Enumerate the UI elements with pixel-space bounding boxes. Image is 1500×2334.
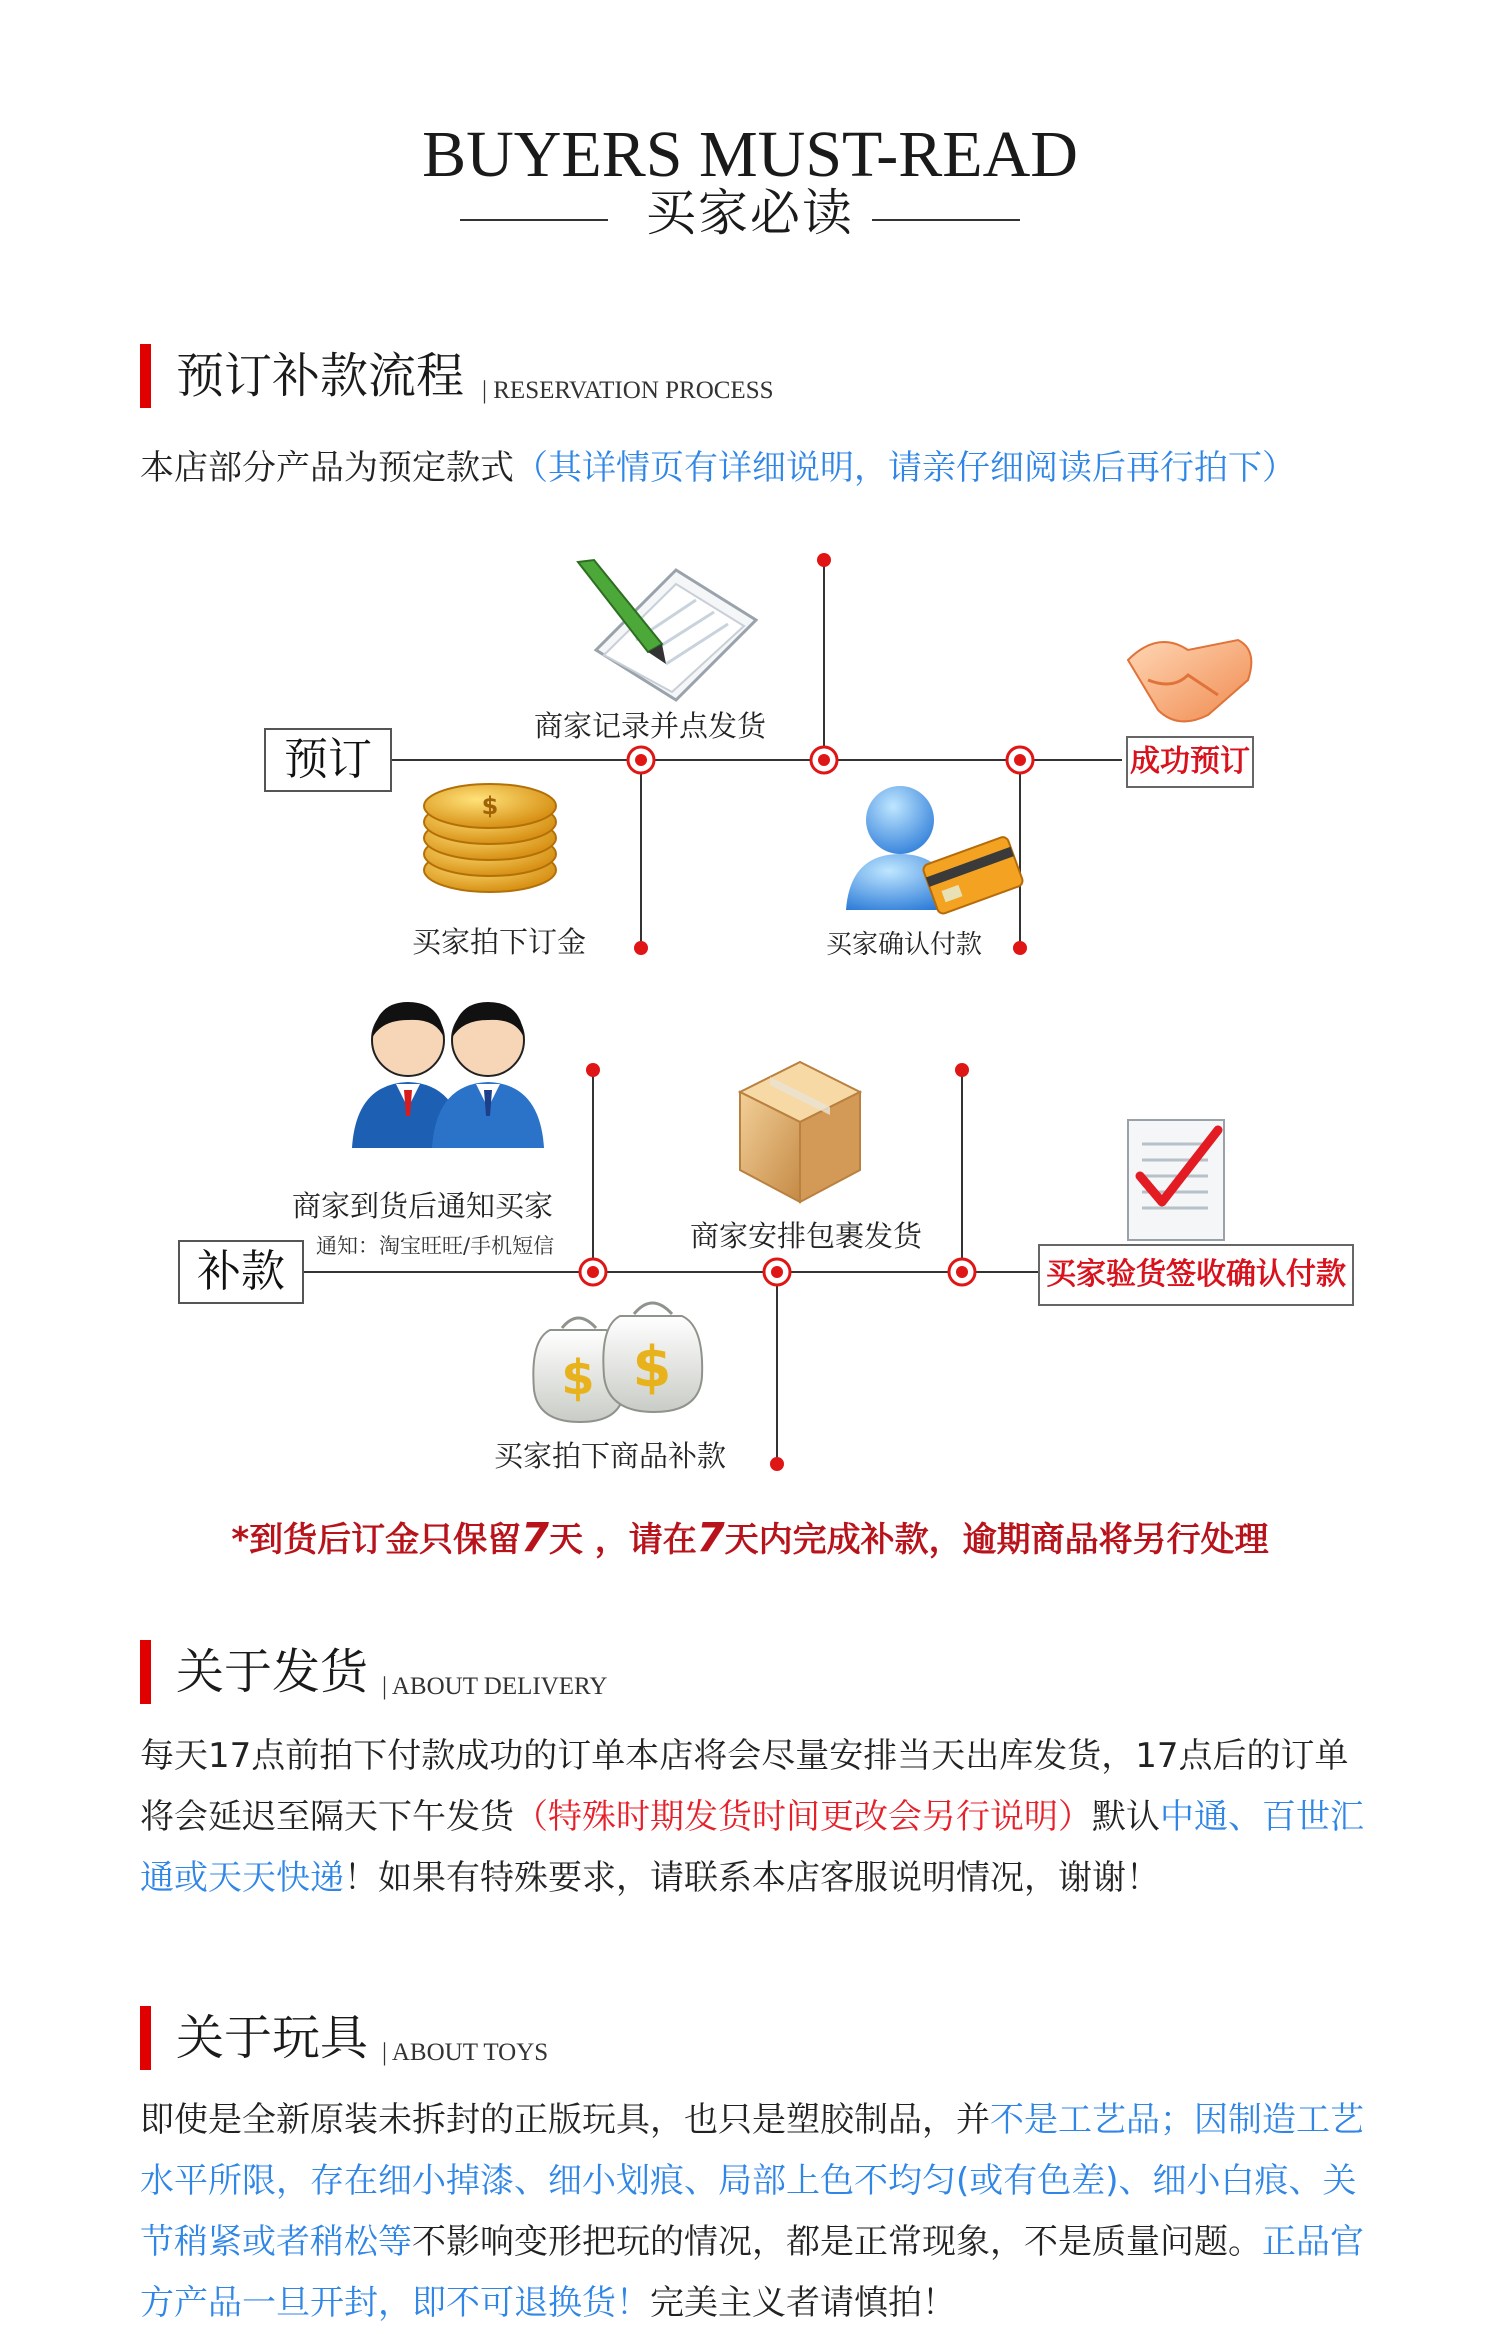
flow-end-confirm: 买家验货签收确认付款 (1038, 1244, 1354, 1306)
money-bags-icon (533, 1303, 702, 1422)
step-merchant-record: 商家记录并点发货 (534, 709, 767, 743)
delivery-text-1: 每天17点前拍下付款成功的订单本店将会尽量安排当天出库发货，17点后的订单将会延迟至隔天下午发货 (140, 1736, 1349, 1837)
toys-defects-note: 不是工艺品；因制造工艺水平所限，存在细小掉漆、细小划痕、局部上色不均匀(或有色差)、细小白痕、关节稍紧或者稍松等 (140, 2100, 1364, 2262)
step-buyer-balance: 买家拍下商品补款 (494, 1439, 727, 1473)
svg-text:$: $ (632, 1335, 672, 1400)
notice-text-3: 天内完成补款，逾期商品将另行处理 (724, 1520, 1269, 1560)
notebook-pen-icon (578, 560, 756, 700)
section-title-cn: 关于玩具 (176, 2010, 369, 2066)
section-title-en: | ABOUT TOYS (382, 2039, 549, 2066)
step-notify-buyer: 商家到货后通知买家 (292, 1189, 554, 1223)
intro-note: （其详情页有详细说明，请亲仔细阅读后再行拍下） (514, 448, 1296, 488)
svg-text:$: $ (481, 792, 499, 820)
delivery-couriers: 中通、百世汇通或天天快递 (140, 1797, 1364, 1898)
section-accent-bar (140, 1640, 151, 1704)
notice-days-2: 7 (696, 1515, 725, 1561)
step-notify-sub: 通知：淘宝旺旺/手机短信 (316, 1234, 555, 1258)
notice-text-1: *到货后订金只保留 (231, 1520, 522, 1560)
section-title-cn: 预订补款流程 (176, 348, 465, 404)
flow-end-success: 成功预订 (1126, 736, 1254, 788)
handshake-icon (1128, 640, 1251, 721)
package-box-icon (740, 1062, 860, 1202)
section-title-cn: 关于发货 (176, 1644, 369, 1700)
section-accent-bar (140, 2006, 151, 2070)
flow-start-balance: 补款 (178, 1240, 304, 1304)
section-title-en: | RESERVATION PROCESS (482, 377, 774, 404)
toys-no-return-note: 正品官方产品一旦开封，即不可退换货！ (140, 2222, 1364, 2323)
toys-text (140, 2090, 1370, 2334)
page-title-en: BUYERS MUST-READ (422, 118, 1078, 191)
step-buyer-confirm: 买家确认付款 (826, 930, 983, 960)
page-title-cn: 买家必读 (646, 184, 854, 242)
toys-text-3: 完美主义者请慎拍！ (650, 2283, 956, 2323)
step-ship-package: 商家安排包裹发货 (690, 1219, 923, 1253)
toys-text-1: 即使是全新原装未拆封的正版玩具，也只是塑胶制品，并 (140, 2100, 990, 2140)
delivery-text-3: ！如果有特殊要求，请联系本店客服说明情况，谢谢！ (344, 1858, 1160, 1898)
flow-start-reservation: 预订 (264, 728, 392, 792)
toys-text-2: 不影响变形把玩的情况，都是正常现象，不是质量问题。 (412, 2222, 1262, 2262)
section-title-en: | ABOUT DELIVERY (382, 1673, 608, 1700)
user-card-icon (846, 786, 1024, 915)
intro-text: 本店部分产品为预定款式 (140, 448, 514, 488)
delivery-special-note: （特殊时期发货时间更改会另行说明） (514, 1797, 1092, 1837)
notice-text-2: 天 ，请在 (548, 1520, 697, 1560)
step-buyer-deposit: 买家拍下订金 (412, 925, 587, 959)
customer-service-icon (352, 1002, 544, 1148)
notice-days-1: 7 (521, 1515, 549, 1561)
document-check-icon (1128, 1120, 1224, 1240)
delivery-text-2: 默认 (1092, 1797, 1160, 1837)
coins-stack-icon (424, 784, 556, 892)
deposit-notice (0, 1512, 1500, 1561)
svg-text:$: $ (561, 1350, 595, 1406)
delivery-text (140, 1726, 1370, 1909)
